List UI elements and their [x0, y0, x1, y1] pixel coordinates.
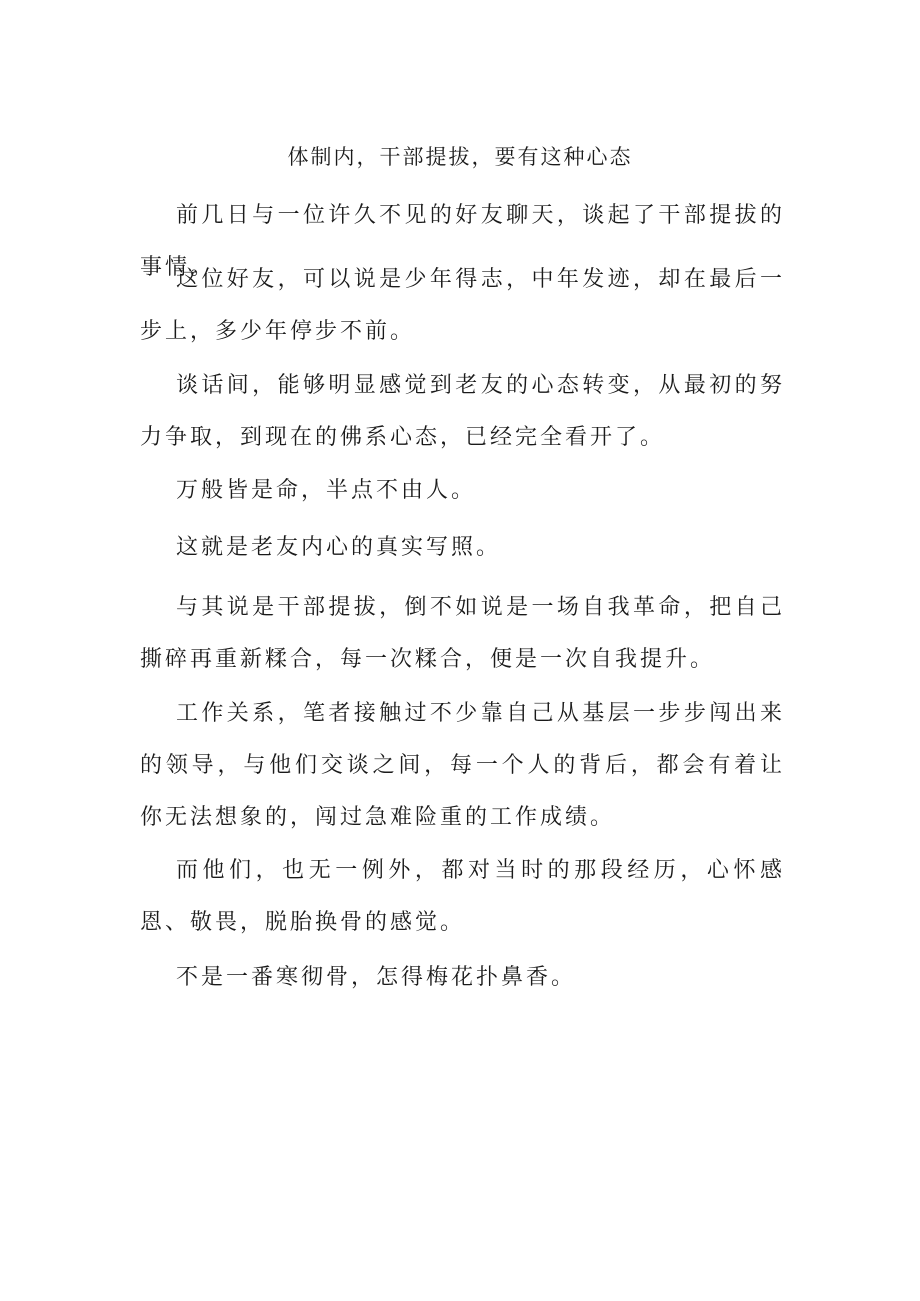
paragraph: 工作关系，笔者接触过不少靠自己从基层一步步闯出来的领导，与他们交谈之间，每一个人的背后，都会有着让你无法想象的，闯过急难险重的工作成绩。 — [140, 701, 785, 830]
paragraph: 而他们，也无一例外，都对当时的那段经历，心怀感恩、敬畏，脱胎换骨的感觉。 — [140, 858, 785, 935]
paragraph: 谈话间，能够明显感觉到老友的心态转变，从最初的努力争取，到现在的佛系心态，已经完全看开了。 — [140, 373, 785, 450]
paragraph: 这就是老友内心的真实写照。 — [176, 535, 502, 560]
paragraph: 与其说是干部提拔，倒不如说是一场自我革命，把自己撕碎再重新糅合，每一次糅合，便是一次自我提升。 — [140, 595, 785, 672]
document-title: 体制内，干部提拔，要有这种心态 — [287, 145, 633, 169]
paragraph: 不是一番寒彻骨，怎得梅花扑鼻香。 — [176, 965, 577, 990]
paragraph: 前几日与一位许久不见的好友聊天，谈起了干部提拔的事情。 — [140, 203, 785, 280]
paragraph: 万般皆是命，半点不由人。 — [176, 478, 477, 503]
paragraph: 这位好友，可以说是少年得志，中年发迹，却在最后一步上，多少年停步不前。 — [140, 267, 785, 344]
